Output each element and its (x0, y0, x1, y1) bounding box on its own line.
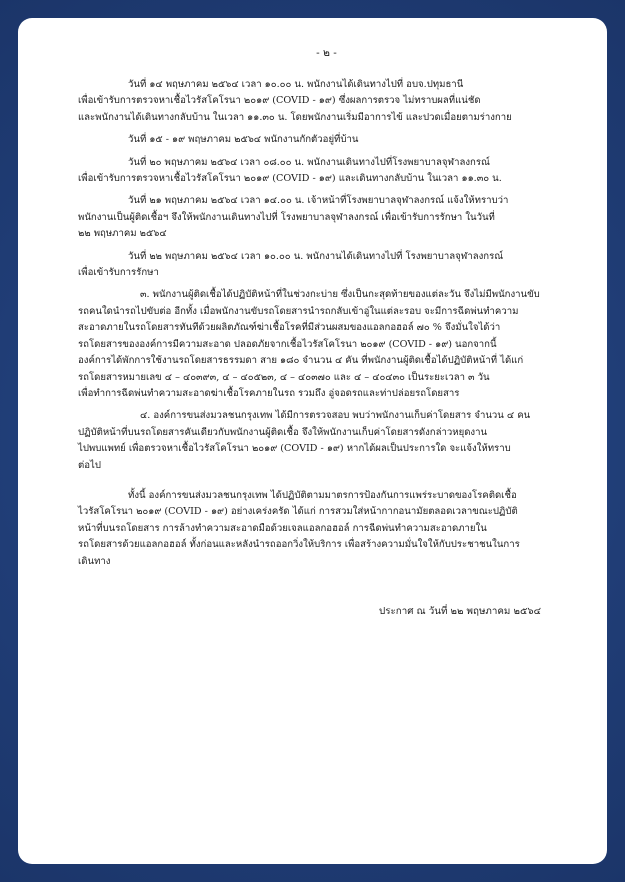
paragraph-may-21: วันที่ ๒๑ พฤษภาคม ๒๕๖๔ เวลา ๑๔.๐๐ น. เจ้าหน้าที่โรงพยาบาลจุฬาลงกรณ์ แจ้งให้ทราบว่า พนักงานเป็นผู้ติดเชื้อฯ จึงให้พนักงานเดินทางไปที่ โรงพยาบาลจุฬาลงกรณ์ เพื่อเข้ารับการรักษา ในวันที่ ๒๒ พฤษภาคม ๒๕๖๔ (78, 195, 509, 240)
paragraph-may-20: วันที่ ๒๐ พฤษภาคม ๒๕๖๔ เวลา ๐๘.๐๐ น. พนักงานเดินทางไปที่โรงพยาบาลจุฬาลงกรณ์ เพื่อเข้ารับการตรวจหาเชื้อไวรัสโคโรนา ๒๐๑๙ (COVID - ๑๙) และเดินทางกลับบ้าน ในเวลา ๑๑.๓๐ น. (78, 156, 502, 185)
document-page (18, 18, 607, 864)
page-number: - ๒ - (316, 47, 337, 59)
announcement-date: ประกาศ ณ วันที่ ๒๒ พฤษภาคม ๒๕๖๔ (379, 605, 541, 617)
paragraph-section-3: ๓. พนักงานผู้ติดเชื้อได้ปฏิบัติหน้าที่ในช่วงกะบ่าย ซึ่งเป็นกะสุดท้ายของแต่ละวัน จึงไม่มีพนักงานขับ รถคนใดนำรถไปขับต่อ อีกทั้ง เมื่อพนักงานขับรถโดยสารนำรถกลับเข้าอู่ในแต่ละรอบ จะมีการฉีดพ่นทำความ สะอาดภายในรถโดยสารทันทีด้วยผลิตภัณฑ์ฆ่าเชื้อโรคที่มีส่วนผสมของแอลกอฮอล์ ๗๐ % จึงมั่นใจได้ว่า รถโดยสารขององค์การมีความสะอาด ปลอดภัยจากเชื้อไวรัสโคโรนา ๒๐๑๙ (COVID - ๑๙) นอกจากนี้ องค์การได้พักการใช้งานรถโดยสารธรรมดา สาย ๑๘๐ จำนวน ๔ คัน ที่พนักงานผู้ติดเชื้อได้ปฏิบัติหน้าที่ ได้แก่ รถโดยสารหมายเลข ๔ – ๔๐๓๙๓, ๔ – ๔๐๕๒๓, ๔ – ๔๐๓๗๐ และ ๔ – ๔๐๔๓๐ เป็นระยะเวลา ๓ วัน เพื่อทำการฉีดพ่นทำความสะอาดฆ่าเชื้อโรคภายในรถ รวมถึง อู่จอดรถและท่าปล่อยรถโดยสาร (78, 289, 540, 399)
paragraph-conclusion: ทั้งนี้ องค์การขนส่งมวลชนกรุงเทพ ได้ปฏิบัติตามมาตรการป้องกันการแพร่ระบาดของโรคติดเชื้อ ไวรัสโคโรนา ๒๐๑๙ (COVID - ๑๙) อย่างเคร่งครัด ได้แก่ การสวมใส่หน้ากากอนามัยตลอดเวลาขณะปฏิบัติ หน้าที่บนรถโดยสาร การล้างทำความสะอาดมือด้วยเจลแอลกอฮอล์ การฉีดพ่นทำความสะอาดภายใน รถโดยสารด้วยแอลกอฮอล์ ทั้งก่อนและหลังนำรถออกวิ่งให้บริการ เพื่อสร้างความมั่นใจให้กับประชาชนในการ เดินทาง (78, 489, 520, 567)
paragraph-may-22: วันที่ ๒๒ พฤษภาคม ๒๕๖๔ เวลา ๑๐.๐๐ น. พนักงานได้เดินทางไปที่ โรงพยาบาลจุฬาลงกรณ์ เพื่อเข้ารับการรักษา (78, 250, 504, 279)
paragraph-section-4: ๔. องค์การขนส่งมวลชนกรุงเทพ ได้มีการตรวจสอบ พบว่าพนักงานเก็บค่าโดยสาร จำนวน ๔ คน ปฏิบัติหน้าที่บนรถโดยสารคันเดียวกับพนักงานผู้ติดเชื้อ จึงให้พนักงานเก็บค่าโดยสารดังกล่าวหยุดงาน ไปพบแพทย์ เพื่อตรวจหาเชื้อไวรัสโคโรนา ๒๐๑๙ (COVID - ๑๙) หากได้ผลเป็นประการใด จะแจ้งให้ทราบ ต่อไป (78, 410, 531, 471)
paragraph-may-15-19: วันที่ ๑๕ - ๑๙ พฤษภาคม ๒๕๖๔ พนักงานกักตัวอยู่ที่บ้าน (128, 134, 359, 146)
paragraph-may-14: วันที่ ๑๔ พฤษภาคม ๒๕๖๔ เวลา ๑๐.๐๐ น. พนักงานได้เดินทางไปที่ อบจ.ปทุมธานี เพื่อเข้ารับการตรวจหาเชื้อไวรัสโคโรนา ๒๐๑๙ (COVID - ๑๙) ซึ่งผลการตรวจ ไม่ทราบผลที่แน่ชัด และพนักงานได้เดินทางกลับบ้าน ในเวลา ๑๑.๓๐ น. โดยพนักงานเริ่มมีอาการไข้ และปวดเมื่อยตามร่างกาย (78, 79, 512, 123)
